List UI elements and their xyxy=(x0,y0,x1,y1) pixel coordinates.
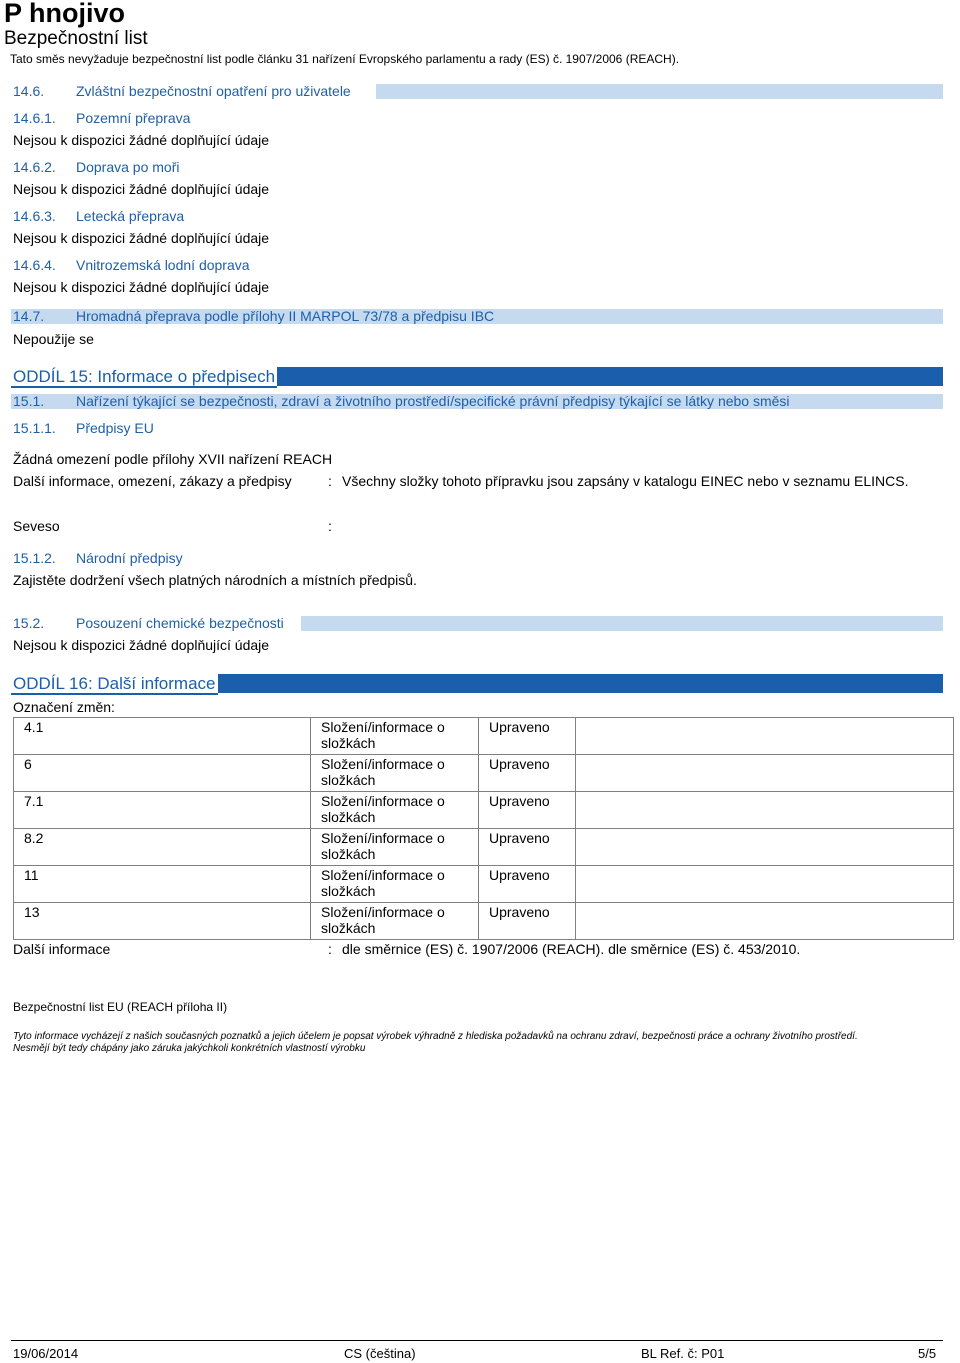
info-row-value: Všechny složky tohoto přípravku jsou zapsány v katalogu EINEC nebo v seznamu ELINCS. xyxy=(342,473,909,489)
change-item: Složení/informace o složkách xyxy=(311,792,479,829)
subsection-heading: Doprava po moři xyxy=(76,159,180,175)
body-text: Nejsou k dispozici žádné doplňující údaje xyxy=(13,132,270,148)
change-empty-cell xyxy=(576,792,954,829)
footer-reference: BL Ref. č: P01 xyxy=(641,1346,725,1361)
disclaimer-line-2: Nesmějí být tedy chápány jako záruka jakýchkoli konkrétních vlastností výrobku xyxy=(13,1043,366,1054)
change-empty-cell xyxy=(576,755,954,792)
change-section: 7.1 xyxy=(14,792,311,829)
change-item: Složení/informace o složkách xyxy=(311,718,479,755)
section-heading: Hromadná přeprava podle přílohy II MARPOL 73/78 a předpisu IBC xyxy=(76,308,495,324)
section-heading: Posouzení chemické bezpečnosti xyxy=(76,615,284,631)
table-row xyxy=(14,866,954,903)
change-item: Složení/informace o složkách xyxy=(311,829,479,866)
table-row xyxy=(14,903,954,940)
table-row xyxy=(14,718,954,755)
table-row xyxy=(14,755,954,792)
subsection-number: 15.1.1. xyxy=(13,420,56,436)
change-empty-cell xyxy=(576,829,954,866)
section-number: 15.2. xyxy=(13,615,45,631)
subsection-number: 14.6.2. xyxy=(13,159,56,175)
change-status: Upraveno xyxy=(479,829,576,866)
other-info-colon: : xyxy=(328,941,332,957)
change-empty-cell xyxy=(576,866,954,903)
change-status: Upraveno xyxy=(479,792,576,829)
change-item: Složení/informace o složkách xyxy=(311,755,479,792)
other-info-label: Další informace xyxy=(13,941,111,957)
sds-note: Bezpečnostní list EU (REACH příloha II) xyxy=(13,1000,228,1014)
section-number: 15.1. xyxy=(13,393,45,409)
change-section: 11 xyxy=(14,866,311,903)
section-16-title: ODDÍL 16: Další informace xyxy=(13,674,216,693)
subsection-heading: Předpisy EU xyxy=(76,420,154,436)
info-row-colon: : xyxy=(328,473,332,489)
subsection-number: 15.1.2. xyxy=(13,550,56,566)
info-row-label: Další informace, omezení, zákazy a předpisy xyxy=(13,473,292,489)
changes-label: Označení změn: xyxy=(13,699,115,715)
info-row-label: Seveso xyxy=(13,518,60,534)
subsection-heading: Vnitrozemská lodní doprava xyxy=(76,257,250,273)
section-heading: Zvláštní bezpečnostní opatření pro uživatele xyxy=(76,83,351,99)
body-text: Nejsou k dispozici žádné doplňující údaje xyxy=(13,181,270,197)
section-heading: Nařízení týkající se bezpečnosti, zdraví a životního prostředí/specifické právní předpisy týkající se látky nebo směsi xyxy=(76,393,790,409)
subsection-number: 14.6.3. xyxy=(13,208,56,224)
info-row-colon: : xyxy=(328,518,332,534)
change-status: Upraveno xyxy=(479,718,576,755)
change-status: Upraveno xyxy=(479,755,576,792)
footer-language: CS (čeština) xyxy=(344,1346,416,1361)
section-number: 14.6. xyxy=(13,83,45,99)
body-text: Nejsou k dispozici žádné doplňující údaje xyxy=(13,230,270,246)
change-empty-cell xyxy=(576,718,954,755)
disclaimer-line-1: Tyto informace vycházejí z našich současných poznatků a jejich účelem je popsat výrobek výhradně z hlediska požadavků na ochranu zdraví, bezpečnosti práce a ochrany životního prostředí. xyxy=(13,1031,858,1042)
footer-page-number: 5/5 xyxy=(918,1346,937,1361)
subsection-number: 14.6.1. xyxy=(13,110,56,126)
product-title: P hnojivo xyxy=(4,0,126,28)
changes-table xyxy=(13,717,954,940)
change-section: 6 xyxy=(14,755,311,792)
subsection-heading: Národní předpisy xyxy=(76,550,183,566)
table-row xyxy=(14,829,954,866)
footer-date: 19/06/2014 xyxy=(13,1346,79,1361)
footer-divider xyxy=(11,1340,943,1341)
change-status: Upraveno xyxy=(479,866,576,903)
document-subtitle: Bezpečnostní list xyxy=(4,28,148,49)
change-item: Složení/informace o složkách xyxy=(311,866,479,903)
other-info-value: dle směrnice (ES) č. 1907/2006 (REACH). dle směrnice (ES) č. 453/2010. xyxy=(342,941,801,957)
change-empty-cell xyxy=(576,903,954,940)
body-text: Nepoužije se xyxy=(13,331,94,347)
body-text: Zajistěte dodržení všech platných národních a místních předpisů. xyxy=(13,572,417,588)
section-15-title: ODDÍL 15: Informace o předpisech xyxy=(13,367,276,386)
change-section: 8.2 xyxy=(14,829,311,866)
body-text: Žádná omezení podle přílohy XVII nařízení REACH xyxy=(13,451,333,467)
body-text: Nejsou k dispozici žádné doplňující údaje xyxy=(13,637,270,653)
change-section: 4.1 xyxy=(14,718,311,755)
subsection-heading: Letecká přeprava xyxy=(76,208,185,224)
header-note: Tato směs nevyžaduje bezpečnostní list podle článku 31 nařízení Evropského parlamentu a rady (ES) č. 1907/2006 (REACH). xyxy=(10,52,680,66)
section-number: 14.7. xyxy=(13,308,45,324)
change-item: Složení/informace o složkách xyxy=(311,903,479,940)
subsection-number: 14.6.4. xyxy=(13,257,56,273)
body-text: Nejsou k dispozici žádné doplňující údaje xyxy=(13,279,270,295)
change-section: 13 xyxy=(14,903,311,940)
table-row xyxy=(14,792,954,829)
change-status: Upraveno xyxy=(479,903,576,940)
subsection-heading: Pozemní přeprava xyxy=(76,110,191,126)
